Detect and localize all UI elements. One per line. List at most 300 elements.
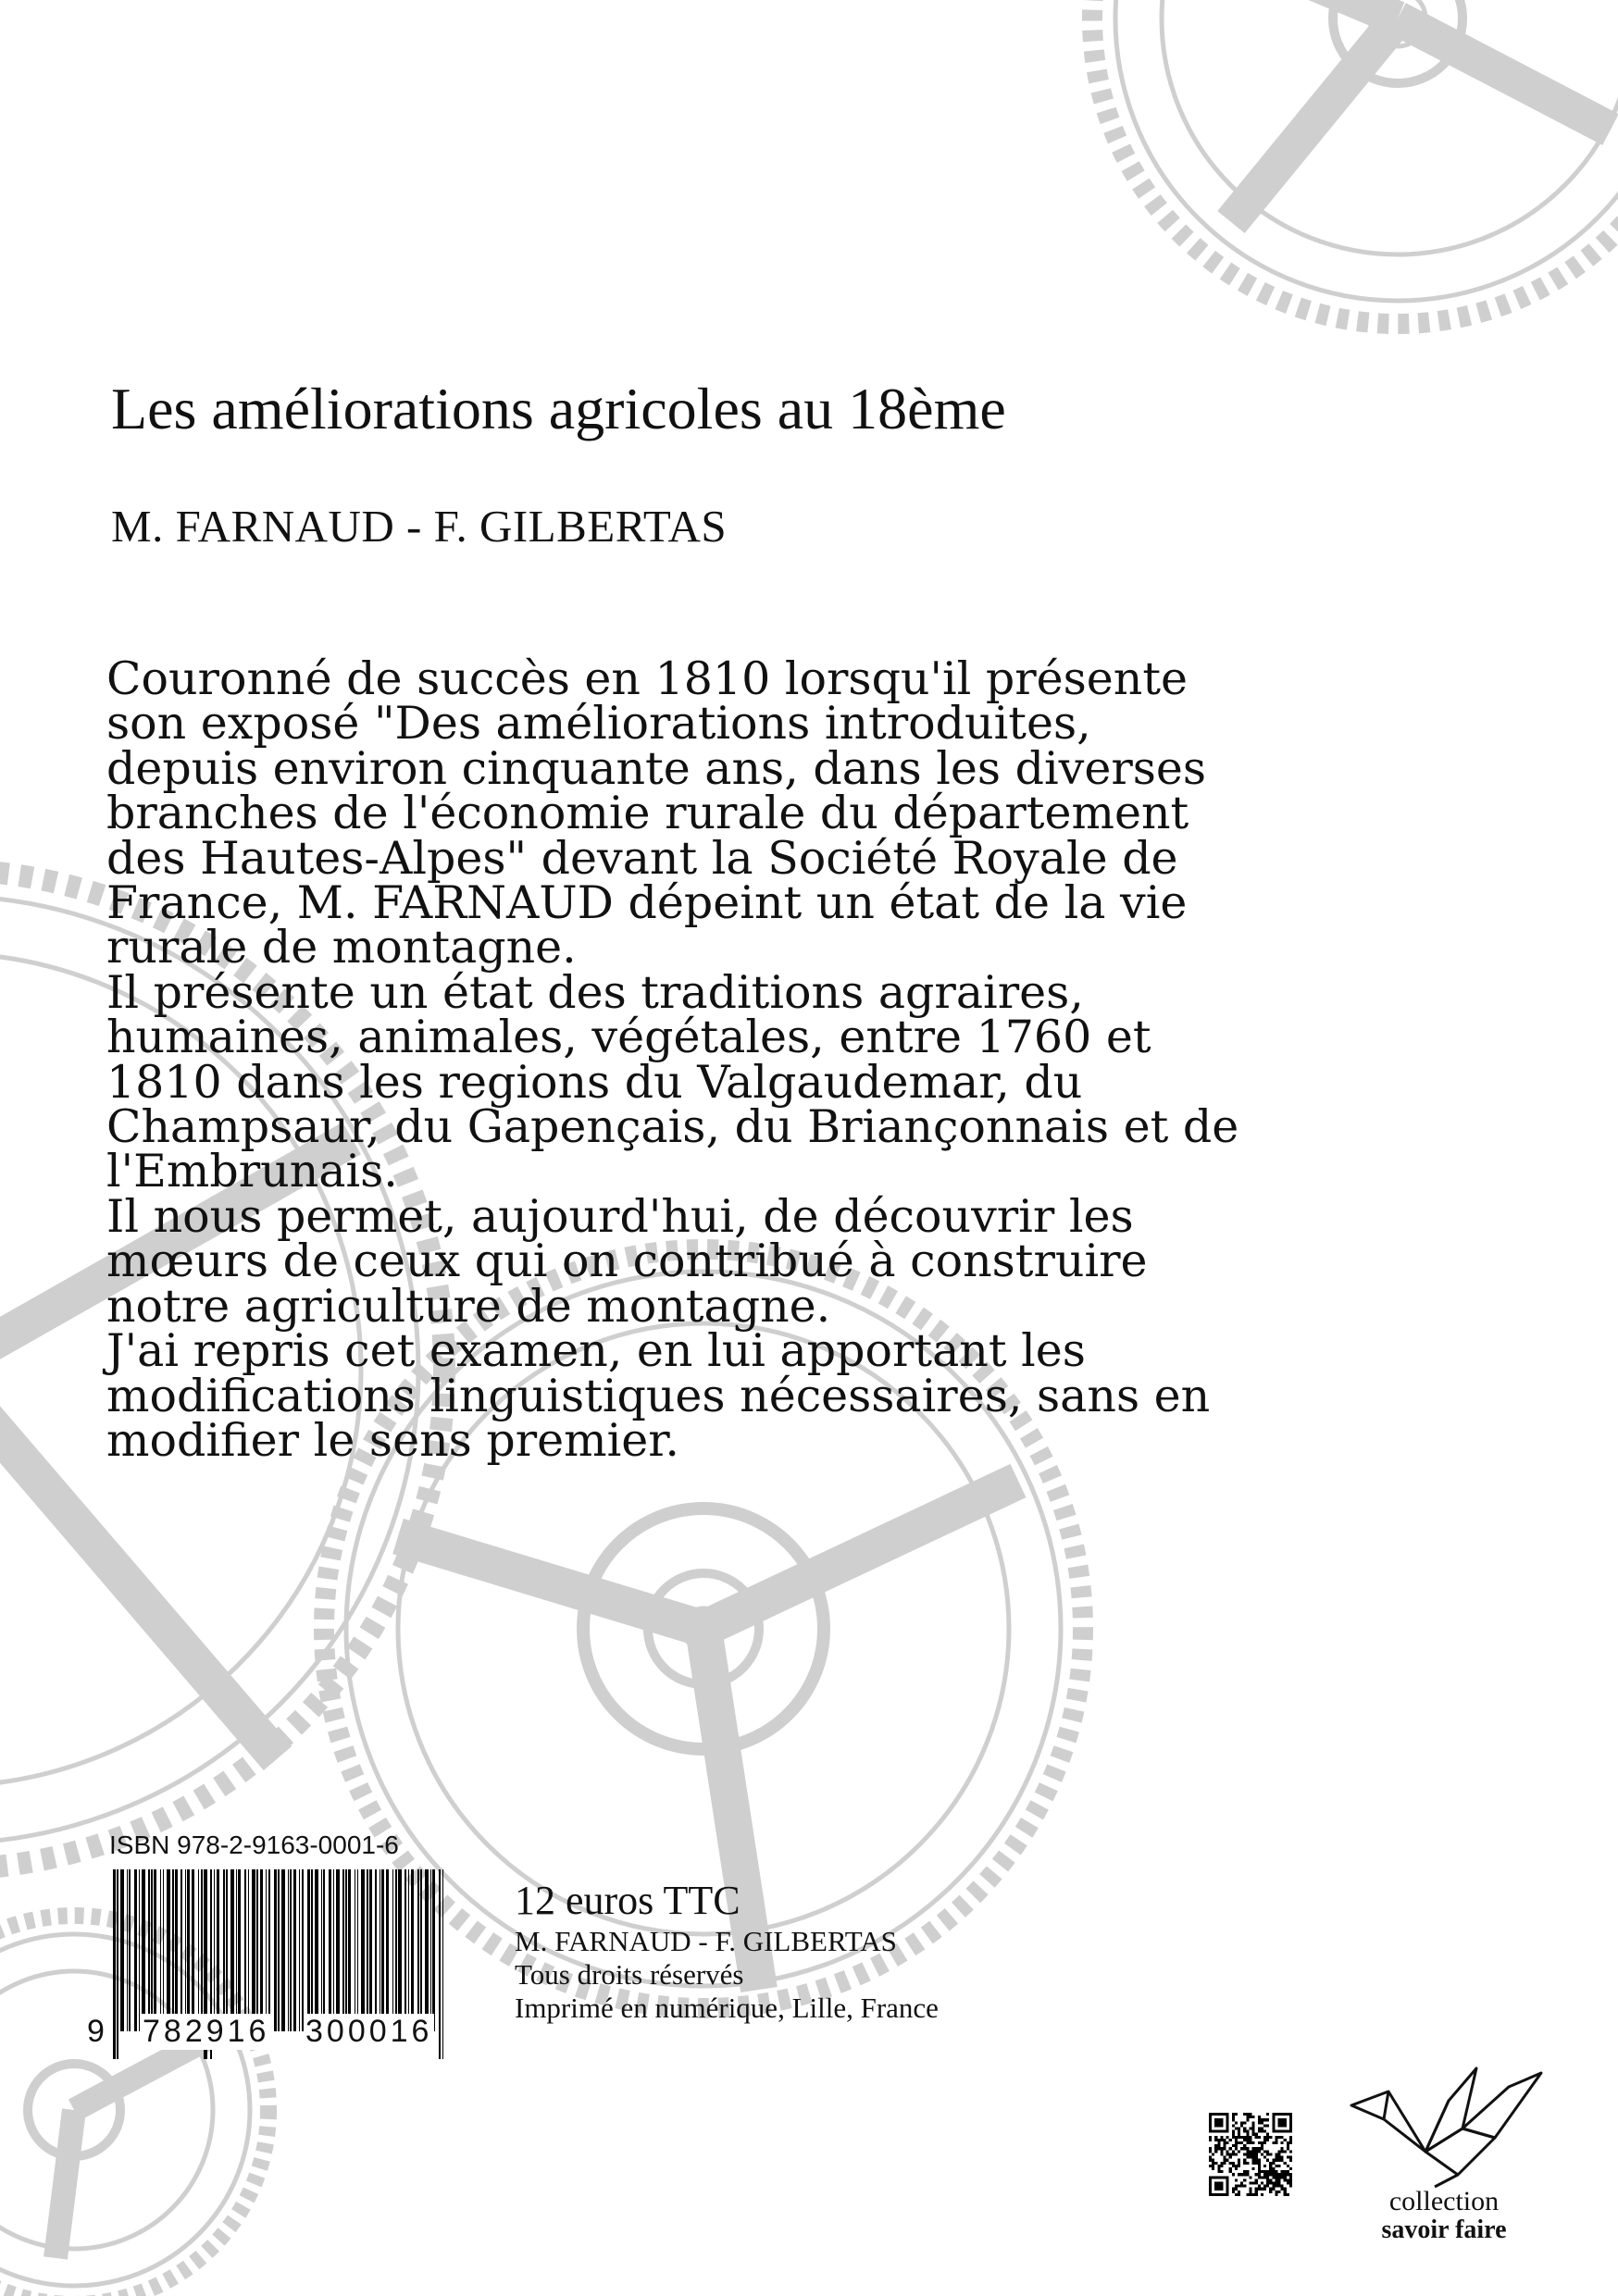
qr-module bbox=[1272, 2170, 1275, 2173]
qr-module bbox=[1249, 2191, 1251, 2193]
qr-module bbox=[1269, 2136, 1272, 2139]
qr-module bbox=[1209, 2176, 1229, 2178]
qr-module bbox=[1224, 2141, 1226, 2144]
qr-module bbox=[1261, 2188, 1263, 2191]
qr-module bbox=[1261, 2128, 1263, 2130]
qr-module bbox=[1238, 2141, 1240, 2144]
gear-top-right bbox=[1092, 0, 1618, 324]
qr-module bbox=[1287, 2173, 1289, 2176]
qr-module bbox=[1217, 2165, 1220, 2167]
qr-module bbox=[1261, 2144, 1263, 2147]
qr-module bbox=[1255, 2188, 1258, 2191]
qr-module bbox=[1269, 2170, 1272, 2173]
qr-module bbox=[1243, 2178, 1246, 2181]
qr-module bbox=[1220, 2147, 1223, 2150]
qr-module bbox=[1252, 2124, 1255, 2127]
qr-module bbox=[1289, 2156, 1292, 2159]
qr-module bbox=[1287, 2141, 1289, 2144]
qr-module bbox=[1232, 2153, 1235, 2155]
qr-module bbox=[1284, 2191, 1287, 2193]
qr-module bbox=[1220, 2139, 1223, 2141]
qr-module bbox=[1263, 2124, 1266, 2127]
qr-module bbox=[1258, 2116, 1261, 2118]
qr-module bbox=[1277, 2191, 1280, 2193]
qr-module bbox=[1246, 2173, 1249, 2176]
qr-module bbox=[1272, 2185, 1275, 2188]
blurb-paragraph: J'ai repris cet examen, en lui apportant les modifications linguistiques nécessaires, sans en modifier le sens premier. bbox=[106, 1324, 1211, 1467]
qr-module bbox=[1281, 2176, 1284, 2178]
qr-module bbox=[1258, 2130, 1261, 2133]
qr-module bbox=[1243, 2128, 1246, 2130]
qr-module bbox=[1261, 2193, 1263, 2196]
qr-module bbox=[1284, 2176, 1287, 2178]
qr-module bbox=[1272, 2130, 1292, 2133]
barcode-digit-lead: 9 bbox=[87, 2014, 105, 2049]
qr-module bbox=[1258, 2136, 1261, 2139]
qr-module bbox=[1249, 2116, 1251, 2118]
qr-module bbox=[1252, 2193, 1255, 2196]
qr-module bbox=[1261, 2153, 1263, 2155]
qr-module bbox=[1281, 2147, 1284, 2150]
info-authors: M. FARNAUD - F. GILBERTAS bbox=[515, 1925, 897, 1957]
qr-module bbox=[1272, 2173, 1275, 2176]
qr-module bbox=[1226, 2176, 1229, 2196]
qr-module bbox=[1263, 2165, 1266, 2167]
qr-module bbox=[1232, 2191, 1235, 2193]
qr-module bbox=[1252, 2167, 1255, 2170]
qr-module bbox=[1252, 2121, 1255, 2124]
qr-module bbox=[1232, 2165, 1235, 2167]
qr-module bbox=[1255, 2159, 1258, 2162]
qr-module bbox=[1235, 2178, 1238, 2181]
qr-module bbox=[1212, 2153, 1214, 2155]
qr-module bbox=[1235, 2141, 1238, 2144]
qr-module bbox=[1229, 2170, 1232, 2173]
qr-module bbox=[1249, 2176, 1251, 2178]
qr-module bbox=[1272, 2176, 1275, 2178]
qr-module bbox=[1246, 2113, 1249, 2116]
qr-module bbox=[1235, 2167, 1238, 2170]
qr-module bbox=[1252, 2116, 1255, 2118]
qr-module bbox=[1275, 2159, 1277, 2162]
qr-module bbox=[1272, 2141, 1275, 2144]
qr-module bbox=[1255, 2133, 1258, 2136]
qr-module bbox=[1252, 2159, 1255, 2162]
qr-module bbox=[1209, 2193, 1229, 2196]
barcode-digits bbox=[83, 2003, 463, 2058]
qr-module bbox=[1220, 2150, 1223, 2153]
qr-module bbox=[1255, 2156, 1258, 2159]
qr-module bbox=[1252, 2150, 1255, 2153]
qr-module bbox=[1269, 2162, 1272, 2165]
qr-module bbox=[1269, 2178, 1272, 2181]
qr-module bbox=[1232, 2188, 1235, 2191]
qr-module bbox=[1269, 2173, 1272, 2176]
qr-module bbox=[1263, 2118, 1266, 2121]
qr-module bbox=[1289, 2176, 1292, 2178]
qr-module bbox=[1240, 2173, 1243, 2176]
qr-module bbox=[1238, 2150, 1240, 2153]
qr-code-icon bbox=[1209, 2113, 1292, 2196]
qr-module bbox=[1249, 2139, 1251, 2141]
qr-module bbox=[1289, 2185, 1292, 2188]
qr-module bbox=[1238, 2165, 1240, 2167]
qr-module bbox=[1243, 2139, 1246, 2141]
qr-module bbox=[1263, 2139, 1266, 2141]
qr-module bbox=[1232, 2113, 1235, 2116]
qr-module bbox=[1252, 2128, 1255, 2130]
qr-module bbox=[1263, 2136, 1266, 2139]
qr-module bbox=[1249, 2153, 1251, 2155]
qr-module bbox=[1281, 2188, 1284, 2191]
qr-module bbox=[1240, 2124, 1243, 2127]
qr-module bbox=[1212, 2165, 1214, 2167]
qr-module bbox=[1284, 2170, 1287, 2173]
qr-module bbox=[1281, 2141, 1284, 2144]
qr-module bbox=[1214, 2150, 1217, 2153]
qr-module bbox=[1289, 2167, 1292, 2170]
qr-module bbox=[1263, 2173, 1266, 2176]
qr-module bbox=[1232, 2150, 1235, 2153]
qr-module bbox=[1243, 2170, 1246, 2173]
qr-module bbox=[1277, 2159, 1280, 2162]
qr-module bbox=[1238, 2136, 1240, 2139]
qr-module bbox=[1249, 2188, 1251, 2191]
qr-module bbox=[1243, 2185, 1246, 2188]
barcode-digits-right: 300016 bbox=[305, 2014, 433, 2049]
qr-module bbox=[1252, 2141, 1255, 2144]
qr-module bbox=[1214, 2181, 1223, 2190]
qr-module bbox=[1229, 2153, 1232, 2155]
qr-module bbox=[1289, 2178, 1292, 2181]
book-blurb bbox=[106, 652, 1245, 1467]
qr-module bbox=[1266, 2113, 1269, 2116]
qr-module bbox=[1289, 2136, 1292, 2139]
qr-module bbox=[1232, 2124, 1235, 2127]
qr-module bbox=[1235, 2136, 1238, 2139]
blurb-paragraph: Il présente un état des traditions agraires, humaines, animales, végétales, entre 1760 et 1810 dans les regions du Valgaudemar, du Champsaur, du Gapençais, du Briançonnais et de l'Embrunais. bbox=[106, 965, 1239, 1198]
qr-module bbox=[1258, 2118, 1261, 2121]
qr-module bbox=[1249, 2128, 1251, 2130]
qr-module bbox=[1224, 2159, 1226, 2162]
qr-module bbox=[1232, 2118, 1235, 2121]
qr-module bbox=[1214, 2139, 1217, 2141]
qr-module bbox=[1238, 2191, 1240, 2193]
qr-module bbox=[1269, 2181, 1272, 2184]
qr-module bbox=[1261, 2121, 1263, 2124]
qr-module bbox=[1232, 2173, 1235, 2176]
qr-module bbox=[1217, 2141, 1220, 2144]
blurb-paragraph: Couronné de succès en 1810 lorsqu'il présente son exposé "Des améliorations introduites, depuis environ cinquante ans, dans les diverses branches de l'économie rurale du département des Hautes-Alpes" devant la Société Royale de France, M. FARNAUD dépeint un état de la vie rurale de montagne. bbox=[106, 652, 1207, 974]
qr-module bbox=[1261, 2118, 1263, 2121]
qr-module bbox=[1258, 2176, 1261, 2178]
qr-module bbox=[1287, 2165, 1289, 2167]
qr-module bbox=[1258, 2167, 1261, 2170]
qr-module bbox=[1277, 2165, 1280, 2167]
qr-module bbox=[1287, 2170, 1289, 2173]
qr-module bbox=[1281, 2173, 1284, 2176]
qr-module bbox=[1217, 2139, 1220, 2141]
qr-module bbox=[1284, 2178, 1287, 2181]
qr-module bbox=[1277, 2136, 1280, 2139]
qr-module bbox=[1258, 2159, 1261, 2162]
qr-module bbox=[1209, 2159, 1212, 2162]
qr-module bbox=[1289, 2139, 1292, 2141]
qr-module bbox=[1209, 2113, 1212, 2133]
qr-module bbox=[1224, 2156, 1226, 2159]
qr-module bbox=[1277, 2185, 1280, 2188]
qr-module bbox=[1284, 2162, 1287, 2165]
qr-module bbox=[1261, 2130, 1263, 2133]
qr-module bbox=[1266, 2150, 1269, 2153]
qr-module bbox=[1226, 2141, 1229, 2144]
qr-module bbox=[1277, 2178, 1280, 2181]
qr-module bbox=[1258, 2162, 1261, 2165]
qr-module bbox=[1240, 2136, 1243, 2139]
qr-module bbox=[1229, 2156, 1232, 2159]
qr-module bbox=[1220, 2165, 1223, 2167]
qr-module bbox=[1263, 2185, 1266, 2188]
publication-info bbox=[515, 1877, 939, 2025]
qr-module bbox=[1246, 2141, 1249, 2144]
print-location: Imprimé en numérique, Lille, France bbox=[515, 1992, 939, 2024]
qr-module bbox=[1252, 2162, 1255, 2165]
qr-module bbox=[1275, 2173, 1277, 2176]
qr-module bbox=[1258, 2188, 1261, 2191]
qr-module bbox=[1238, 2185, 1240, 2188]
qr-module bbox=[1266, 2118, 1269, 2121]
qr-module bbox=[1238, 2133, 1240, 2136]
qr-module bbox=[1269, 2165, 1272, 2167]
qr-module bbox=[1261, 2176, 1263, 2178]
qr-module bbox=[1220, 2162, 1223, 2165]
qr-module bbox=[1269, 2191, 1272, 2193]
qr-module bbox=[1246, 2133, 1249, 2136]
qr-module bbox=[1258, 2165, 1261, 2167]
qr-module bbox=[1243, 2162, 1246, 2165]
qr-module bbox=[1284, 2193, 1287, 2196]
qr-module bbox=[1281, 2156, 1284, 2159]
qr-module bbox=[1212, 2159, 1214, 2162]
qr-module bbox=[1243, 2159, 1246, 2162]
qr-module bbox=[1275, 2153, 1277, 2155]
collection-label bbox=[1342, 2187, 1546, 2244]
qr-module bbox=[1249, 2181, 1251, 2184]
qr-module bbox=[1289, 2150, 1292, 2153]
qr-module bbox=[1232, 2130, 1235, 2133]
qr-module bbox=[1258, 2150, 1261, 2153]
qr-module bbox=[1275, 2170, 1277, 2173]
qr-module bbox=[1209, 2165, 1212, 2167]
qr-module bbox=[1269, 2153, 1272, 2155]
qr-module bbox=[1261, 2141, 1263, 2144]
qr-module bbox=[1263, 2188, 1266, 2191]
qr-module bbox=[1266, 2181, 1269, 2184]
qr-module bbox=[1255, 2150, 1258, 2153]
qr-module bbox=[1275, 2178, 1277, 2181]
qr-module bbox=[1263, 2176, 1266, 2178]
qr-module bbox=[1214, 2162, 1217, 2165]
qr-module bbox=[1255, 2193, 1258, 2196]
qr-module bbox=[1275, 2156, 1277, 2159]
qr-module bbox=[1269, 2167, 1272, 2170]
qr-module bbox=[1277, 2153, 1280, 2155]
qr-module bbox=[1238, 2130, 1240, 2133]
qr-module bbox=[1235, 2121, 1238, 2124]
qr-module bbox=[1272, 2188, 1275, 2191]
qr-module bbox=[1238, 2159, 1240, 2162]
qr-module bbox=[1284, 2139, 1287, 2141]
qr-module bbox=[1235, 2188, 1238, 2191]
qr-module bbox=[1289, 2141, 1292, 2144]
qr-module bbox=[1266, 2159, 1269, 2162]
qr-module bbox=[1255, 2178, 1258, 2181]
qr-module bbox=[1281, 2150, 1284, 2153]
qr-module bbox=[1220, 2136, 1223, 2139]
qr-module bbox=[1209, 2176, 1212, 2196]
collection-line2: savoir faire bbox=[1381, 2215, 1507, 2244]
qr-module bbox=[1226, 2159, 1229, 2162]
qr-module bbox=[1255, 2173, 1258, 2176]
qr-module bbox=[1235, 2193, 1238, 2196]
qr-module bbox=[1226, 2113, 1229, 2133]
qr-module bbox=[1209, 2139, 1212, 2141]
qr-module bbox=[1269, 2188, 1272, 2191]
qr-module bbox=[1249, 2156, 1251, 2159]
qr-module bbox=[1229, 2167, 1232, 2170]
qr-module bbox=[1243, 2130, 1246, 2133]
qr-module bbox=[1224, 2147, 1226, 2150]
qr-module bbox=[1266, 2185, 1269, 2188]
qr-module bbox=[1240, 2181, 1243, 2184]
qr-module bbox=[1263, 2130, 1266, 2133]
qr-module bbox=[1275, 2176, 1277, 2178]
qr-module bbox=[1266, 2153, 1269, 2155]
qr-module bbox=[1272, 2167, 1275, 2170]
qr-module bbox=[1246, 2156, 1249, 2159]
qr-module bbox=[1275, 2139, 1277, 2141]
qr-module bbox=[1289, 2173, 1292, 2176]
qr-module bbox=[1255, 2191, 1258, 2193]
qr-module bbox=[1209, 2136, 1212, 2139]
qr-module bbox=[1220, 2153, 1223, 2155]
qr-module bbox=[1209, 2113, 1229, 2116]
qr-module bbox=[1217, 2147, 1220, 2150]
qr-module bbox=[1258, 2128, 1261, 2130]
qr-module bbox=[1224, 2144, 1226, 2147]
qr-module bbox=[1252, 2181, 1255, 2184]
qr-module bbox=[1246, 2136, 1249, 2139]
qr-module bbox=[1235, 2113, 1238, 2116]
qr-module bbox=[1246, 2118, 1249, 2121]
qr-module bbox=[1246, 2162, 1249, 2165]
qr-module bbox=[1281, 2170, 1284, 2173]
qr-module bbox=[1229, 2147, 1232, 2150]
qr-module bbox=[1243, 2136, 1246, 2139]
qr-module bbox=[1214, 2118, 1223, 2127]
qr-module bbox=[1261, 2147, 1263, 2150]
qr-module bbox=[1266, 2173, 1269, 2176]
book-title: Les améliorations agricoles au 18ème bbox=[111, 376, 1006, 441]
qr-module bbox=[1209, 2150, 1212, 2153]
qr-module bbox=[1246, 2130, 1249, 2133]
qr-module bbox=[1246, 2147, 1249, 2150]
qr-module bbox=[1246, 2116, 1249, 2118]
blurb-paragraph: Il nous permet, aujourd'hui, de découvrir les mœurs de ceux qui on contribué à construire notre agriculture de montagne. bbox=[106, 1189, 1148, 1333]
qr-module bbox=[1240, 2147, 1243, 2150]
qr-module bbox=[1275, 2193, 1277, 2196]
qr-module bbox=[1277, 2156, 1280, 2159]
isbn-label: ISBN 978-2-9163-0001-6 bbox=[109, 1831, 399, 1859]
rights-notice: Tous droits réservés bbox=[515, 1958, 744, 1991]
qr-module bbox=[1261, 2170, 1263, 2173]
qr-module bbox=[1252, 2153, 1255, 2155]
qr-module bbox=[1281, 2159, 1284, 2162]
qr-module bbox=[1261, 2181, 1263, 2184]
qr-module bbox=[1258, 2173, 1261, 2176]
qr-module bbox=[1235, 2185, 1238, 2188]
qr-module bbox=[1266, 2124, 1269, 2127]
qr-module bbox=[1209, 2147, 1212, 2150]
qr-module bbox=[1235, 2165, 1238, 2167]
qr-module bbox=[1238, 2162, 1240, 2165]
qr-module bbox=[1232, 2133, 1235, 2136]
qr-module bbox=[1258, 2170, 1261, 2173]
qr-module bbox=[1229, 2139, 1232, 2141]
qr-module bbox=[1258, 2141, 1261, 2144]
qr-module bbox=[1284, 2173, 1287, 2176]
qr-module bbox=[1232, 2136, 1235, 2139]
qr-module bbox=[1266, 2170, 1269, 2173]
qr-module bbox=[1235, 2144, 1238, 2147]
qr-module bbox=[1217, 2144, 1220, 2147]
qr-module bbox=[1214, 2147, 1217, 2150]
qr-module bbox=[1232, 2116, 1235, 2118]
qr-module bbox=[1226, 2136, 1229, 2139]
qr-module bbox=[1235, 2147, 1238, 2150]
qr-module bbox=[1277, 2118, 1286, 2127]
qr-module bbox=[1229, 2162, 1232, 2165]
qr-module bbox=[1287, 2178, 1289, 2181]
qr-module bbox=[1287, 2181, 1289, 2184]
qr-module bbox=[1226, 2153, 1229, 2155]
qr-module bbox=[1284, 2150, 1287, 2153]
qr-module bbox=[1214, 2136, 1217, 2139]
qr-module bbox=[1289, 2159, 1292, 2162]
qr-module bbox=[1258, 2121, 1261, 2124]
qr-module bbox=[1243, 2121, 1246, 2124]
qr-module bbox=[1214, 2144, 1217, 2147]
qr-module bbox=[1266, 2133, 1269, 2136]
qr-module bbox=[1284, 2188, 1287, 2191]
qr-module bbox=[1212, 2162, 1214, 2165]
origami-bird-logo-icon bbox=[1347, 2050, 1546, 2189]
qr-module bbox=[1266, 2176, 1269, 2178]
qr-module bbox=[1252, 2147, 1255, 2150]
qr-module bbox=[1281, 2136, 1284, 2139]
qr-module bbox=[1263, 2156, 1266, 2159]
qr-module bbox=[1255, 2162, 1258, 2165]
qr-module bbox=[1255, 2181, 1258, 2184]
qr-module bbox=[1287, 2193, 1289, 2196]
qr-module bbox=[1243, 2153, 1246, 2155]
qr-module bbox=[1243, 2113, 1246, 2116]
qr-module bbox=[1224, 2139, 1226, 2141]
qr-module bbox=[1275, 2181, 1277, 2184]
qr-module bbox=[1289, 2181, 1292, 2184]
qr-module bbox=[1240, 2121, 1243, 2124]
qr-module bbox=[1246, 2139, 1249, 2141]
